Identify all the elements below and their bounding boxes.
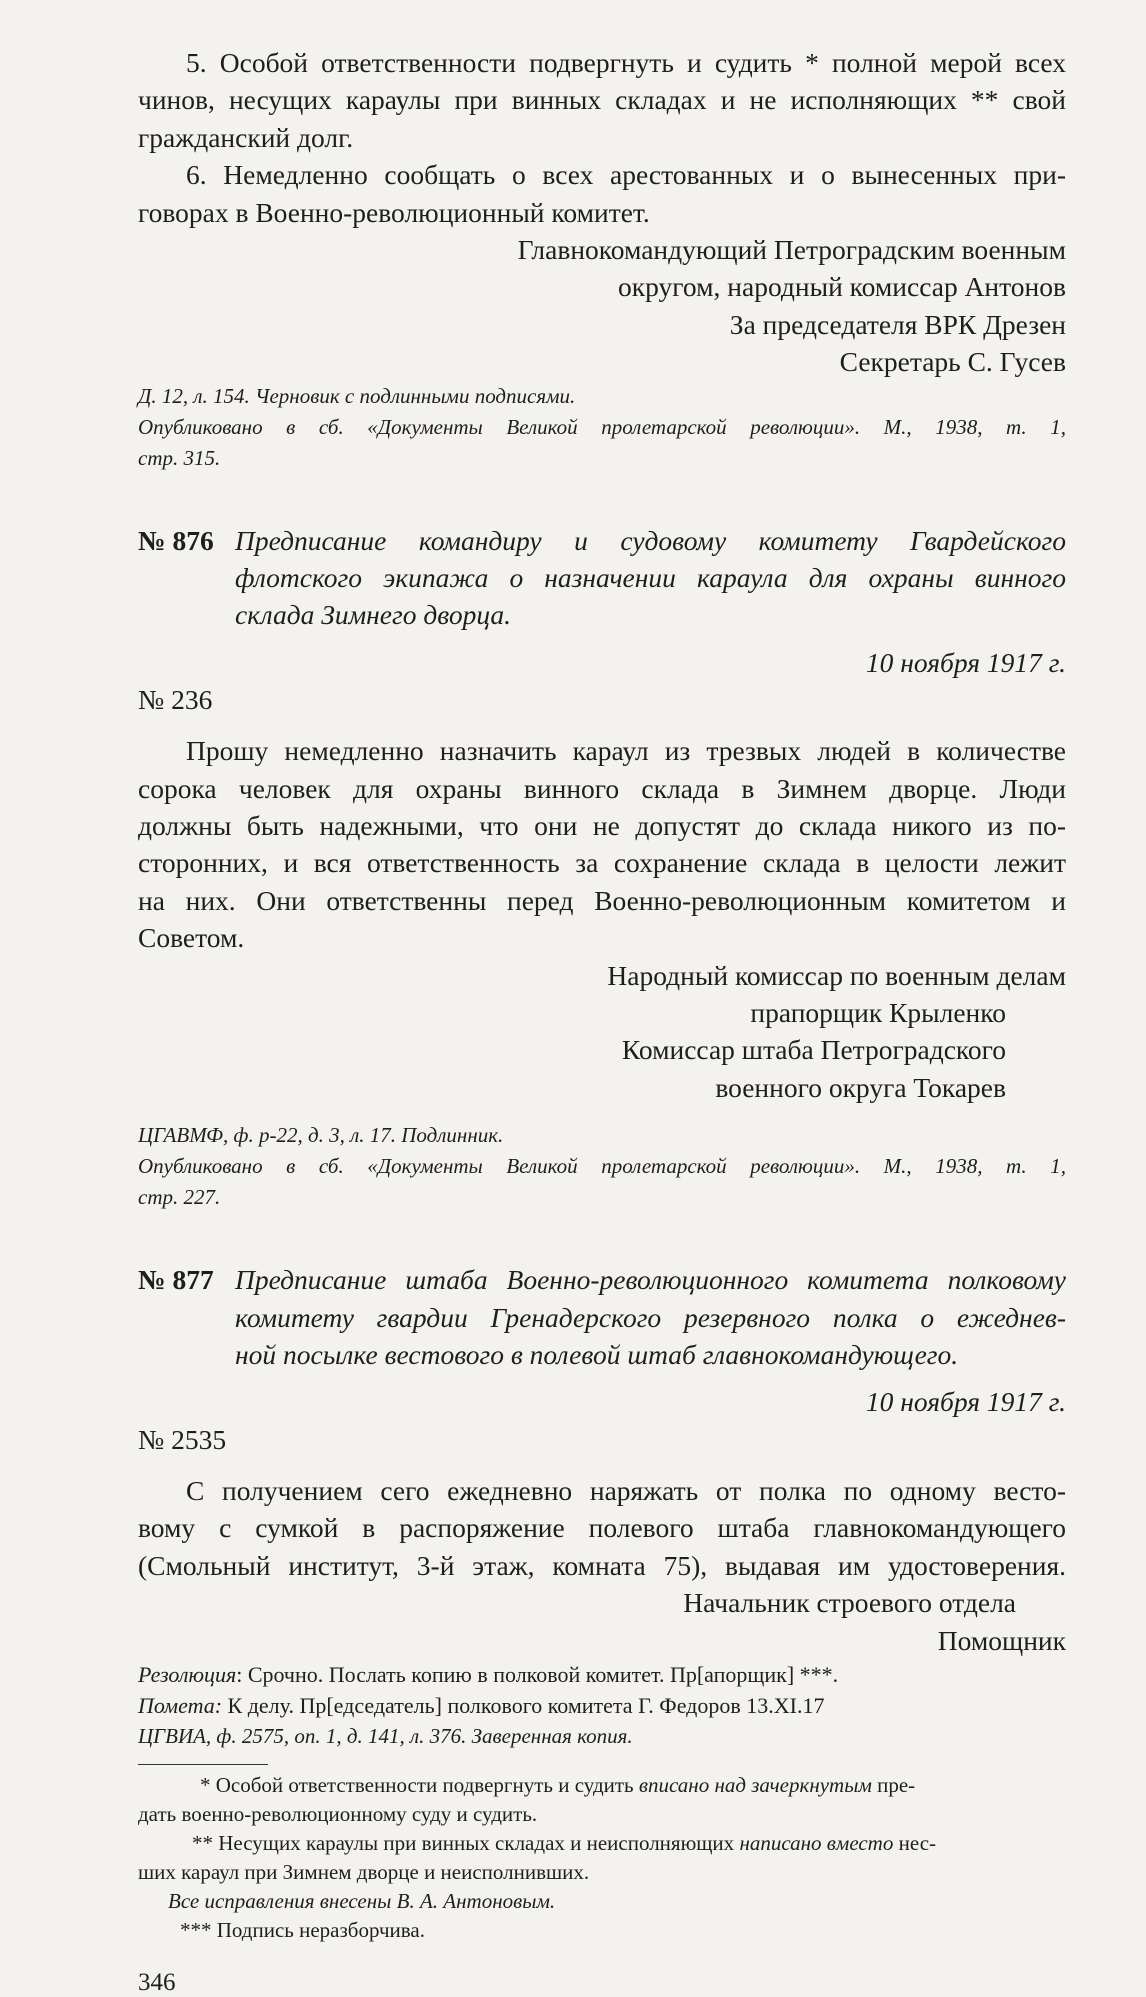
- footnote-italic: вписано над зачеркнутым: [638, 1772, 872, 1797]
- footnote-text: ** Несущих караулы при винных складах и неисполняющих: [192, 1830, 740, 1855]
- previous-doc-continuation: [138, 44, 1066, 474]
- resolution-line: [138, 1659, 1066, 1690]
- signature-block: [138, 957, 1066, 1107]
- document-877: [138, 1261, 1066, 1752]
- signature-line: военного округа Токарев: [715, 1071, 1006, 1103]
- resolution-label: Резолюция: [138, 1661, 237, 1687]
- title-line: флотского экипажа о назначении караула для охраны винного: [235, 561, 1066, 593]
- signature-block: [138, 1584, 1066, 1659]
- source-line: стр. 315.: [138, 445, 221, 470]
- document-header: [138, 1261, 1066, 1373]
- resolution-text: : Срочно. Послать копию в полковой комитет. Пр[апорщик] ***.: [236, 1661, 839, 1687]
- footnote-line: [138, 1829, 1066, 1858]
- document-body: [138, 1472, 1066, 1584]
- body-line: сторонних, и вся ответственность за сохранение склада в целости лежит: [138, 847, 1066, 879]
- document-date: 10 ноября 1917 г.: [865, 646, 1066, 678]
- signature-line: округом, народный комиссар Антонов: [618, 271, 1066, 303]
- body-line: сорока человек для охраны винного склада в Зимнем дворце. Люди: [138, 772, 1066, 804]
- paragraph-line: 5. Особой ответственности подвергнуть и судить * полной мерой всех: [186, 47, 1066, 78]
- note-line: [138, 1690, 1066, 1721]
- body-line: Прошу немедленно назначить караул из трезвых людей в количестве: [186, 735, 1066, 767]
- signature-block: [138, 231, 1066, 381]
- note-label: Помета:: [138, 1692, 223, 1718]
- signature-line: Главнокомандующий Петроградским военным: [517, 233, 1066, 265]
- document-header: [138, 522, 1066, 634]
- body-line: Советом.: [138, 922, 245, 954]
- document-number: № 877: [138, 1264, 214, 1296]
- document-876: [138, 522, 1066, 1214]
- document-date: 10 ноября 1917 г.: [865, 1386, 1066, 1418]
- signature-line: За председателя ВРК Дрезен: [729, 308, 1066, 340]
- archive-source: [138, 1120, 1066, 1213]
- outgoing-number: № 236: [138, 683, 213, 715]
- footnote-line: [138, 1771, 1066, 1800]
- document-number: № 876: [138, 524, 214, 556]
- document-title: [235, 1261, 1066, 1373]
- paragraph-line: 6. Немедленно сообщать о всех арестованных и о вынесенных при-: [186, 159, 1066, 191]
- paragraph-line: говорах в Военно-революционный комитет.: [138, 196, 650, 228]
- title-line: Предписание командиру и судовому комитету Гвардейского: [235, 524, 1066, 556]
- signature-line: прапорщик Крыленко: [750, 997, 1006, 1029]
- archive-source: [138, 381, 1066, 474]
- signature-line: Начальник строевого отдела: [683, 1587, 1016, 1619]
- footnote-line: дать военно-революционному суду и судить.: [138, 1801, 538, 1826]
- document-title: [235, 522, 1066, 634]
- body-line: на них. Они ответственны перед Военно-революционным комитетом и: [138, 884, 1066, 916]
- paragraph-line: чинов, несущих караулы при винных складах и не исполняющих ** свой: [138, 84, 1066, 116]
- outgoing-number: № 2535: [138, 1423, 227, 1455]
- signature-line: Народный комиссар по военным делам: [607, 959, 1066, 991]
- title-line: Предписание штаба Военно-революционного комитета полковому: [235, 1264, 1066, 1296]
- title-line: склада Зимнего дворца.: [235, 599, 512, 631]
- source-line: Опубликовано в сб. «Документы Великой пролетарской революции». М., 1938, т. 1,: [138, 1154, 1066, 1179]
- footnote-line: Все исправления внесены В. А. Антоновым.: [168, 1888, 556, 1913]
- title-line: комитету гвардии Гренадерского резервного полка о ежеднев-: [235, 1301, 1066, 1333]
- title-line: ной посылке вестового в полевой штаб главнокомандующего.: [235, 1338, 959, 1370]
- source-line: Д. 12, л. 154. Черновик с подлинными подписями.: [138, 383, 576, 408]
- body-line: должны быть надежными, что они не допустят до склада никого из по-: [138, 810, 1066, 842]
- body-line: (Смольный институт, 3-й этаж, комната 75), выдавая им удостоверения.: [138, 1549, 1066, 1581]
- footnote-rule: [138, 1764, 268, 1765]
- footnote-line: ших караул при Зимнем дворце и неисполнивших.: [138, 1859, 590, 1884]
- signature-line: Секретарь С. Гусев: [839, 346, 1066, 378]
- signature-line: Помощник: [937, 1624, 1066, 1656]
- body-line: С получением сего ежедневно наряжать от полка по одному весто-: [186, 1474, 1066, 1506]
- page-number: 346: [138, 1968, 176, 1996]
- source-line: ЦГАВМФ, ф. р-22, д. 3, л. 17. Подлинник.: [138, 1123, 504, 1148]
- source-line: Опубликовано в сб. «Документы Великой пролетарской революции». М., 1938, т. 1,: [138, 414, 1066, 439]
- document-body: [138, 732, 1066, 956]
- note-text: К делу. Пр[едседатель] полкового комитета Г. Федоров 13.XI.17: [222, 1692, 825, 1718]
- body-line: вому с сумкой в распоряжение полевого штаба главнокомандующего: [138, 1512, 1066, 1544]
- footnote-text: * Особой ответственности подвергнуть и судить: [200, 1772, 639, 1797]
- paragraph-line: гражданский долг.: [138, 121, 354, 153]
- footnotes: [138, 1771, 1066, 1945]
- footnote-line: *** Подпись неразборчива.: [180, 1917, 425, 1942]
- footnote-italic: написано вместо: [739, 1830, 894, 1855]
- footnote-text: пре-: [871, 1772, 916, 1797]
- source-line: ЦГВИА, ф. 2575, оп. 1, д. 141, л. 376. Заверенная копия.: [138, 1723, 633, 1748]
- signature-line: Комиссар штаба Петроградского: [621, 1034, 1006, 1066]
- page-column: [138, 44, 1066, 1997]
- source-line: стр. 227.: [138, 1185, 221, 1210]
- footnote-text: нес-: [893, 1830, 937, 1855]
